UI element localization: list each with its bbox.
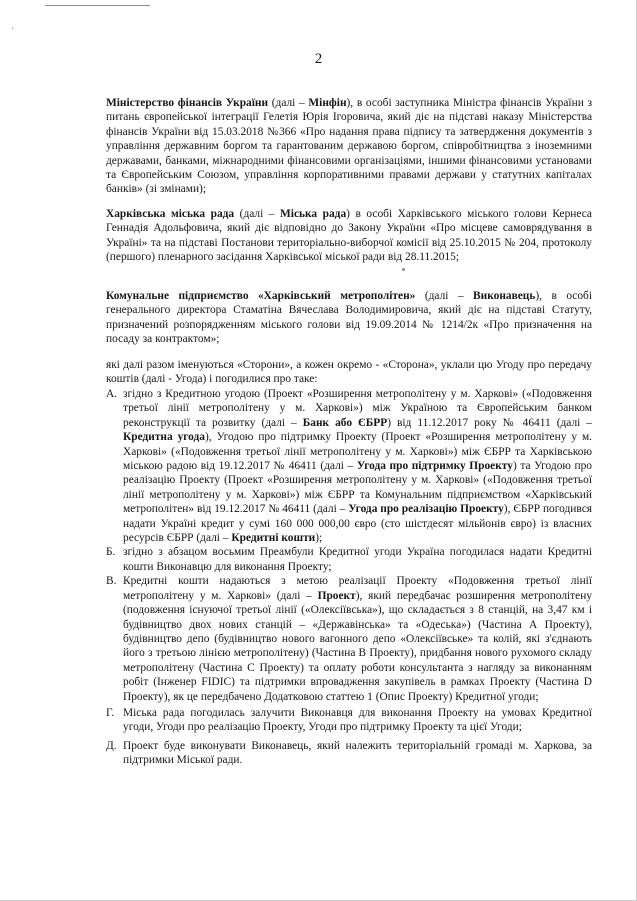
party-city-council-paragraph: Харківська міська рада (далі – Міська рада) в особі Харківського міського голови Кернеса Геннадія Адольфовича, який діє відповідно до Закону України «Про місцеве самоврядування в Україні» та на підставі Постанови територіально-виборчої комісії від 25.10.2015 № 204, протоколу (першого) пленарного засідання Харківської міської ради від 28.11.2015; [106,208,592,264]
party-name: Міністерство фінансів України [106,97,269,109]
recital-item-b: Б. згідно з абзацом восьмим Преамбули Кредитної угоди Україна погодилася надати Кредитні кошти Виконавцю для виконання Проекту; [106,546,592,573]
intro-paragraph: які далі разом іменуються «Сторони», а кожен окремо - «Сторона», уклали цю Угоду про передачу коштів (далі - Угода) і погодилися про таке: [106,359,592,386]
scan-artifact-mark: ' [12,26,14,36]
recital-item-g: Г. Міська рада погодилась залучити Виконавця для виконання Проекту на умовах Кредитної угоди, Угоди про реалізацію Проекту, Угоди про підтримку Проекту та цієї Угоди; [106,706,592,734]
item-marker: Г. [106,706,115,719]
item-marker: Б. [106,546,116,559]
item-marker: А. [106,388,118,400]
scan-artifact-line [45,5,150,6]
party-name: Комунальне підприємство «Харківський метрополітен» [106,290,416,302]
party-short-name: Міська рада [280,208,347,220]
party-metro-paragraph: Комунальне підприємство «Харківський метрополітен» (далі – Виконавець), в особі генерального директора Стаматіна Вячеслава Володимировича, який діє на підставі Статуту, призначений розпорядженням міського голови від 19.09.2014 № 1214/2к «Про призначення на посаду за контрактом»; [106,290,593,346]
scan-speck [402,268,405,271]
recital-item-v: В. Кредитні кошти надаються з метою реалізації Проекту «Подовження третьої лінії метрополітену у м. Харкові» (далі – Проект), який передбачає розширення метрополітену (подовження існуючої третьої лінії («Олексіївська»), що складається з 8 станцій, на 3,47 км і будівництво двох нових станцій – «Державінська» та «Одеська») (Частина А Проекту), будівництво депо (будівництво нового вагонного депо «Олексіївське» та колій, які з'єднають його з третьою лінією метрополітену) (Частина В Проекту), придбання нового рухомого складу метрополітену (Частина С Проекту) та оплату роботи консультанта з нагляду за виконанням робіт (Інженер FIDIC) та підтримки впровадження закупівель в рамках Проекту (Частина D Проекту), як це передбачено Додатковою статтею 1 (Опис Проекту) Кредитної угоди; [106,575,593,703]
item-marker: В. [106,575,117,588]
recital-item-d: Д. Проект буде виконувати Виконавець, який належить територіальній громаді м. Харкова, за підтримки Міської ради. [106,739,592,767]
party-name: Харківська міська рада [106,208,235,220]
page-number: 2 [314,51,323,67]
item-marker: Д. [106,739,117,752]
recitals-list [106,387,592,768]
party-ministry-paragraph: Міністерство фінансів України (далі – Мінфін), в особі заступника Міністра фінансів України з питань європейської інтеграції Гелетія Юрія Ігоровича, який діє на підставі наказу Міністерства фінансів України від 15.03.2018 №366 «Про надання права підпису та затвердження документів з управління державним боргом та гарантованим державою боргом, співробітництва з іноземними державами, банками, міжнародними фінансовими організаціями, іншими фінансовими установами та Європейським Союзом, управління корпоративними правами держави у статутних капіталах банків» (зі змінами); [106,97,592,196]
party-short-name: Мінфін [308,97,347,109]
party-short-name: Виконавець [473,290,536,302]
recital-item-a: А. згідно з Кредитною угодою (Проект «Розширення метрополітену у м. Харкові» («Подовження третьої лінії метрополітену у м. Харкові») між Україною та Європейським банком реконструкції та розвитку (далі – Банк або ЄБРР) від 11.12.2017 року № 46411 (далі – Кредитна угода), Угодою про підтримку Проекту (Проект «Розширення метрополітену у м. Харкові» («Подовження третьої лінії метрополітену у м. Харкові») між ЄБРР та Харківською міською радою від 19.12.2017 № 46411 (далі – Угода про підтримку Проекту) та Угодою про реалізацію Проекту (Проект «Розширення метрополітену у м. Харкові» («Подовження третьої лінії метрополітену у м. Харкові») між ЄБРР та Комунальним підприємством «Харківський метрополітен» від 19.12.2017 № 46411 (далі – Угода про реалізацію Проекту), ЄБРР погодився надати Україні кредит у сумі 160 000 000,00 євро (сто шістдесят мільйонів євро) із власних ресурсів ЄБРР (далі – Кредитні кошти); [106,388,593,545]
